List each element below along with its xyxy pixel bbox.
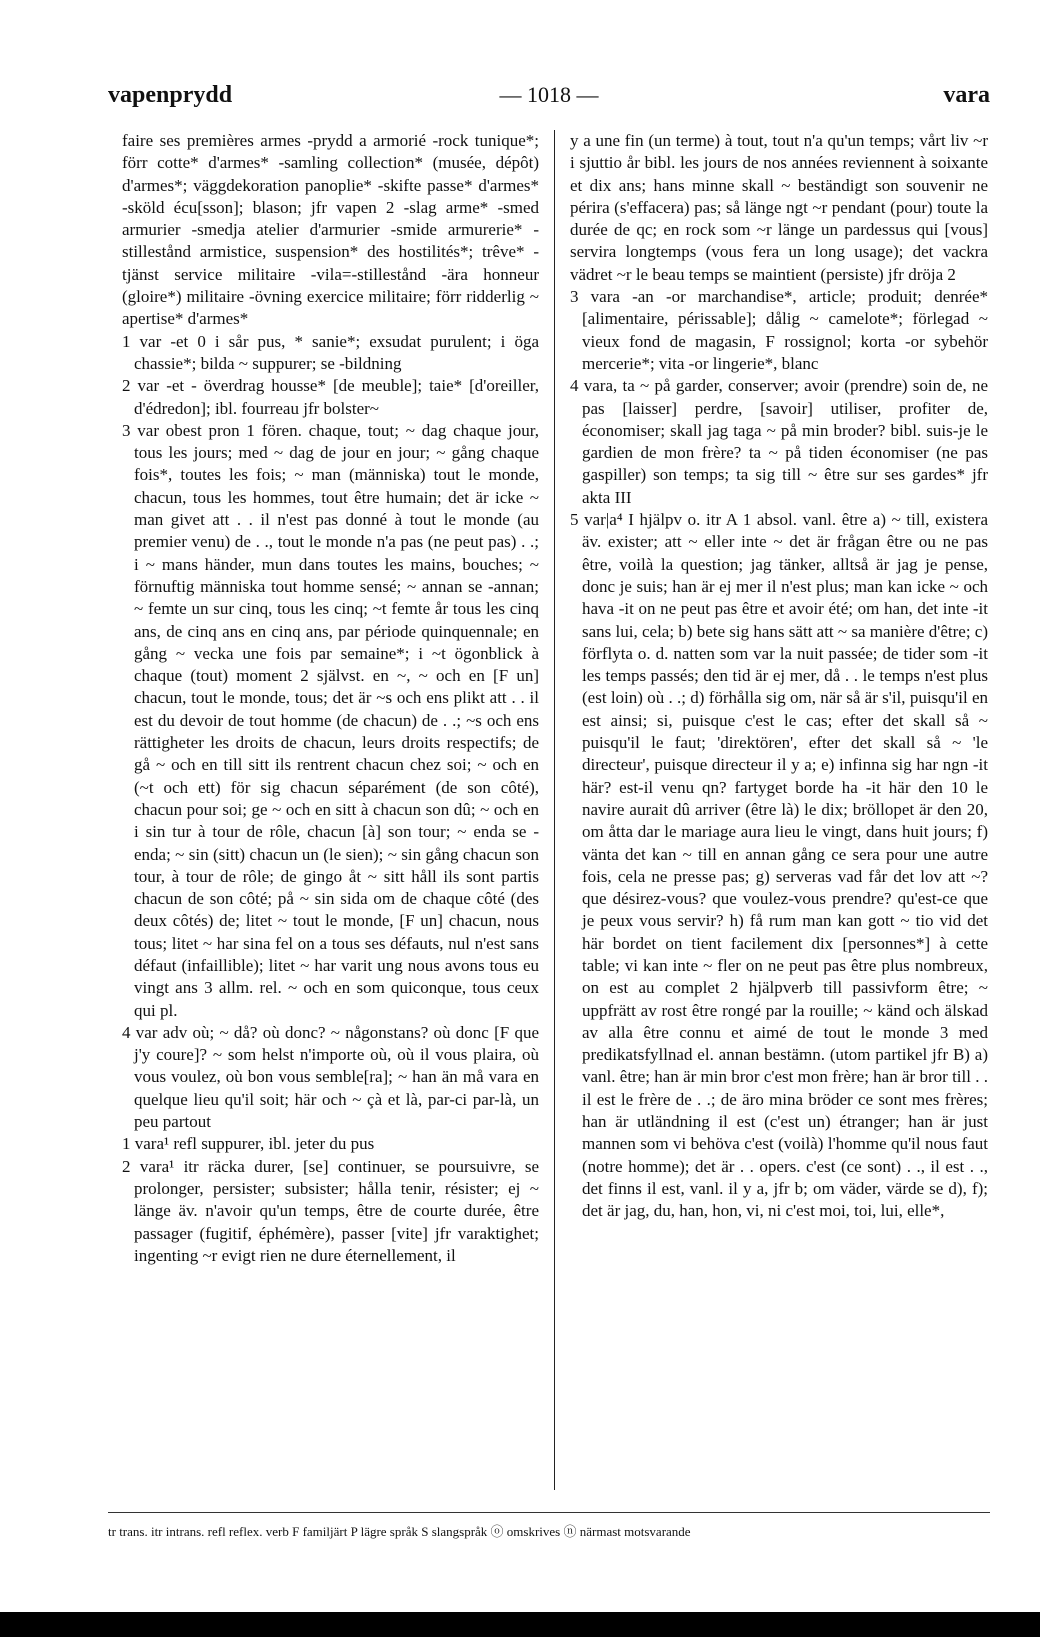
dictionary-entry: faire ses premières armes -prydd a armorié -rock tunique*; förr cotte* d'armes* -samling collection* (musée, dépôt) d'armes*; väggdekoration panoplie* -skifte passe* d'armes* -sköld écu[sson]; blason; jfr vapen 2 -slag arme* -smed armurier -smedja atelier d'armurier -smide armurerie* -stillestånd armistice, suspension* des hostilités*; trêve* -tjänst service militaire -vila=-stillestånd -ära honneur (gloire*) militaire -övning exercice militaire; förr ridderlig ~ apertise* d'armes* — [122, 131, 539, 329]
scan-border — [0, 1612, 1040, 1637]
page-number: — 1018 — — [499, 82, 599, 107]
dictionary-entry: 2 var -et - överdrag housse* [de meuble]; taie* [d'oreiller, d'édredon]; ibl. fourreau jfr bolster~ — [122, 376, 539, 418]
dictionary-entry: y a une fin (un terme) à tout, tout n'a qu'un temps; vårt liv ~r i sjuttio år bibl. les jours de nos années reviennent à soixante et dix ans; hans minne skall ~ beständigt son souvenir ne périra (s'effacera) pas; så länge ngt ~r pendant (pour) toute la durée de qc; en rock som ~r länge un pardessus qui [vous] servira longtemps (vous fera un long usage); det vackra vädret ~r le beau temps se maintient (persiste) jfr dröja 2 — [570, 131, 988, 284]
dictionary-entry: 5 var|a⁴ I hjälpv o. itr A 1 absol. vanl. être a) ~ till, existera äv. exister; att ~ eller inte ~ det är frågan être ou ne pas être, voilà la question; jag tänker, alltså är jag je pense, donc je suis; han är ej mer il n'est plus; man kan icke ~ och hava -it on ne peut pas être et avoir été; om han, det inte -it sans lui, cela; b) bete sig hans sätt att ~ sa manière d'être; c) förflyta o. d. natten som var la nuit passée; de tider som -it les temps passés; den tid är ej mer, då . . le temps n'est plus (est loin) où . .; d) förhålla sig om, när så är s'il, puisqu'il en est ainsi; si, puisque c'est le cas; efter det skall så ~ puisqu'il le faut; 'direktören', efter det skall så ~ 'le directeur', puisque directeur il y a; e) infinna sig har ngn -it här? est-il venu qn? fartyget borde ha -it här den 10 le navire aurait dû arriver (être là) le dix; bröllopet är den 20, om åtta dar le mariage aura lieu le vingt, dans huit jours; f) vänta det kan ~ till en annan gång ce sera pour une autre fois, cela ne presse pas; g) serveras vad får det lov att ~? que désirez-vous? que voulez-vous prendre? qu'est-ce que je peux vous servir? h) få rum man kan gott ~ tio vid det här bordet on tient facilement dix [personnes*] à cette table; vi kan inte ~ fler on ne peut pas être plus nombreux, on est au complet 2 hjälpverb till passivform être; ~ uppfrätt av rost être rongé par la rouille; ~ känd och älskad av alla être connu et aimé de tout le monde 3 med predikatsfyllnad el. annan bestämn. (utom partikel jfr B) a) vanl. être; han är min bror c'est mon frère; han är bror till . . il est le frère de . .; de äro mina bröder ce sont mes frères; han är utländning il est (c'est un) étranger; han är just mannen som vi behöva c'est (voilà) l'homme qu'il nous faut (notre homme); det är . . opers. c'est (ce sont) . ., il est . ., det finns il est, vanl. il y a, jfr b; om väder, värde se d), f); det är jag, du, han, hon, vi, ni c'est moi, toi, lui, elle*, — [570, 510, 988, 1221]
dictionary-entry: 4 vara, ta ~ på garder, conserver; avoir (prendre) soin de, ne pas [laisser] perdre, [savoir] utiliser, profiter de, économiser; skall jag taga ~ på min broder? bibl. suis-je le gardien de mon frère? ta ~ på tiden économiser (ne pas gaspiller) son temps; ta sig till ~ être sur ses gardes* jfr akta III — [570, 376, 988, 507]
left-column — [122, 130, 539, 1490]
page-header — [108, 82, 990, 116]
abbreviation-legend: tr trans. itr intrans. refl reflex. verb F familjärt P lägre språk S slangspråk ⓞ omskrives ⓝ närmast motsvarande — [108, 1512, 990, 1540]
dictionary-entry: 3 var obest pron 1 fören. chaque, tout; ~ dag chaque jour, tous les jours; med ~ dag de jour en jour; ~ gång chaque fois*, toutes les fois; ~ man (människa) tout le monde, chacun, tous les hommes, tout être humain; det är icke ~ man givet att . . il n'est pas donné à tout le monde (au premier venu) de . ., tout le monde n'a pas (ne peut pas) . .; i ~ mans händer, mun dans toutes les mains, bouches; ~ förnuftig människa tout homme sensé; ~ annan se -annan; ~ femte un sur cinq, tous les cinq; ~t femte år tous les cinq ans, de cinq ans en cinq ans, par période quinquennale; en gång ~ vecka une fois par semaine*; i ~t ögonblick à chaque (tout) moment 2 självst. en ~, ~ och en [F un] chacun, tout le monde, tous; det är ~s och ens plikt att . . il est du devoir de tout homme (de chacun) de . .; ~s och ens rättigheter les droits de chacun, leurs droits respectifs; de gå ~ och en till sitt ils rentrent chacun chez soi; ~ och en (~t och ett) för sig chacun séparément (de son côté), chacun pour soi; ge ~ och en sitt à chacun son dû; ~ och en i sin tur à tour de rôle, chacun [à] son tour; ~ enda se -enda; ~ sin (sitt) chacun un (le sien); ~ sin gång chacun son tour, à tour de rôle; de gingo åt ~ sitt håll ils sont partis chacun de son côté; på ~ sin sida om de chaque côté (des deux côtés) de; litet ~ tout le monde, [F un] chacun, nous tous; litet ~ har sina fel on a tous ses défauts, nul n'est sans défaut (infaillible); litet ~ har varit ung nous avons tous eu vingt ans 3 allm. rel. ~ och en som quiconque, tous ceux qui pl. — [122, 420, 539, 1020]
dictionary-entry: 2 vara¹ itr räcka durer, [se] continuer, se poursuivre, se prolonger, persister; subsister; hålla tenir, résister; ej ~ länge äv. n'avoir qu'un temps, être de courte durée, être passager (fugitif, éphémère), passer [vite] jfr varaktighet; ingenting ~r evigt rien ne dure éternellement, il — [122, 1156, 539, 1265]
dictionary-entry: 3 vara -an -or marchandise*, article; produit; denrée* [alimentaire, périssable]; dålig ~ camelote*; förlegad ~ vieux fond de magasin, F rossignol; korta -or sybehör mercerie*; vita -or lingerie*, blanc — [570, 287, 988, 373]
right-column — [570, 130, 988, 1490]
column-divider — [554, 130, 555, 1490]
dictionary-entry: 4 var adv où; ~ då? où donc? ~ någonstans? où donc [F que j'y coure]? ~ som helst n'importe où, où il vous plaira, où vous voulez, où bon vous semble[ra]; ~ han än må vara en quelque lieu qu'il soit; här och ~ çà et là, par-ci par-là, un peu partout — [122, 1022, 539, 1132]
right-guide-word: vara — [943, 82, 990, 108]
left-guide-word: vapenprydd — [108, 82, 233, 108]
dictionary-entry: 1 vara¹ refl suppurer, ibl. jeter du pus — [122, 1134, 375, 1154]
dictionary-entry: 1 var -et 0 i sår pus, * sanie*; exsudat purulent; i öga chassie*; bilda ~ suppurer; se -bildning — [122, 331, 539, 373]
